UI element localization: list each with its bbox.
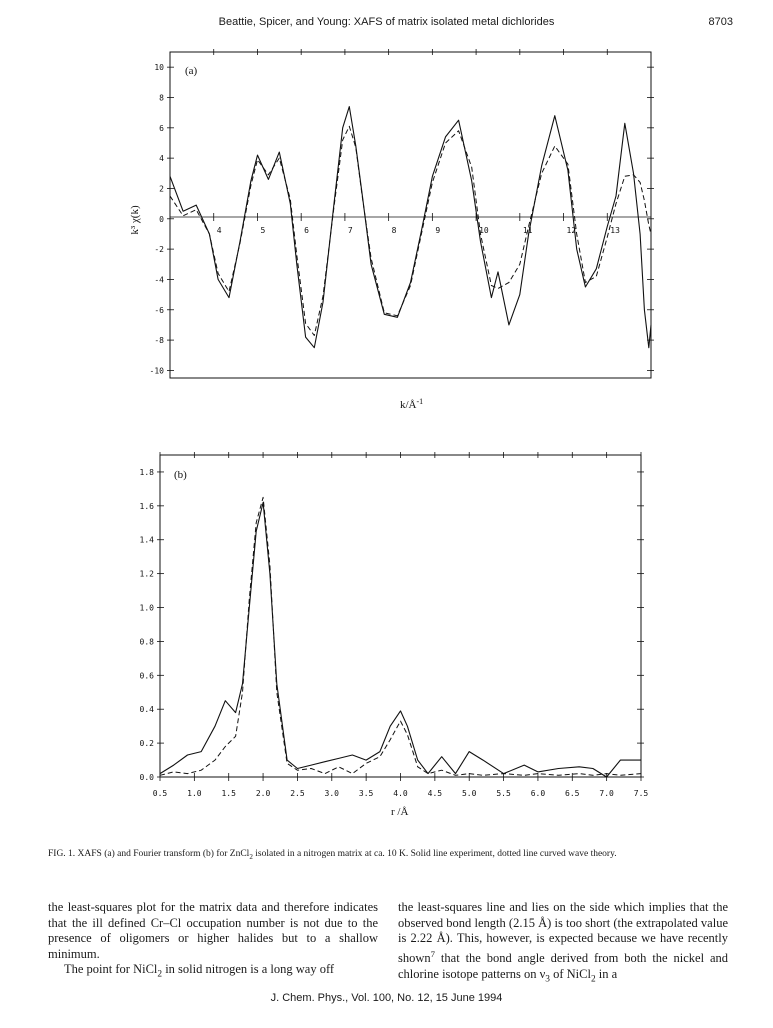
panel-a-xlabel [400, 397, 423, 411]
x-tick-label: 2.0 [255, 789, 271, 798]
chart-panel-a [129, 49, 654, 411]
x-tick-label: 1.0 [187, 789, 202, 798]
experiment-series-line [170, 107, 651, 348]
right-a: the least-squares line and lies on the side which implies that the observed bond length (2.15 Å) is too short (the extrapolated value is 2.22 Å). This, however, is expected because we have recently shown [398, 900, 728, 965]
right-b: that the bond angle derived from both the nickel and chlorine isotope patterns on ν [398, 950, 728, 981]
caption-sub: 2 [249, 852, 253, 861]
right-c: of NiCl [549, 966, 591, 981]
y-tick-label: 0 [159, 214, 164, 224]
panel-a-ylabel: k³ χ(k) [129, 205, 141, 235]
x-tick-label: 4.5 [427, 789, 443, 798]
caption-suffix: isolated in a nitrogen matrix at ca. 10 K. Solid line experiment, dotted line curved wave theory. [252, 849, 617, 859]
x-tick-label: 7.5 [633, 789, 649, 798]
panel-b-label: (b) [174, 469, 187, 481]
theory-series-line [160, 497, 641, 775]
panel-a-frame [170, 52, 651, 378]
y-tick-label: 1.8 [139, 467, 154, 477]
x-tick-label: 4.0 [393, 789, 408, 798]
right-sup: 7 [430, 948, 436, 959]
body-column-right [398, 900, 728, 988]
caption-prefix: FIG. 1. XAFS (a) and Fourier transform (b) for ZnCl [48, 849, 250, 859]
y-tick-label: 0.2 [139, 739, 154, 749]
left-paragraph-1: the least-squares plot for the matrix data and therefore indicates that the ill defined Cr–Cl occupation number is not due to the presence of oligomers or higher halides but to a shallow minimum. [48, 900, 378, 961]
y-tick-label: 4 [159, 154, 164, 164]
y-tick-label: 1.0 [139, 603, 154, 613]
panel-a-series [170, 107, 651, 348]
y-tick-label: 0.6 [139, 671, 154, 681]
y-tick-label: -2 [154, 245, 164, 255]
y-tick-label: 1.2 [139, 569, 154, 579]
x-tick-label: 3.5 [358, 789, 374, 798]
panel-b-ticks [140, 452, 649, 798]
running-title: Beattie, Spicer, and Young: XAFS of matrix isolated metal dichlorides [218, 16, 555, 28]
x-tick-label: 0.5 [152, 789, 168, 798]
x-tick-label: 5 [260, 226, 266, 235]
y-tick-label: 6 [159, 123, 164, 133]
y-tick-label: -10 [149, 366, 164, 376]
right-sub1: 3 [545, 974, 550, 985]
right-d: in a [595, 966, 618, 981]
x-tick-label: 9 [435, 226, 441, 235]
y-tick-label: 0.8 [139, 637, 154, 647]
x-tick-label: 12 [566, 226, 577, 235]
x-tick-label: 5.0 [461, 789, 477, 798]
x-tick-label: 4 [216, 226, 222, 235]
panel-a-xlabel-text: k/Å [400, 399, 417, 411]
page-number: 8703 [708, 16, 733, 28]
x-tick-label: 1.5 [221, 789, 236, 798]
left-p2-sub: 2 [157, 969, 163, 980]
y-tick-label: 1.6 [139, 501, 154, 511]
left-paragraph-2 [48, 962, 378, 983]
y-tick-label: 2 [159, 184, 164, 194]
y-tick-label: -8 [154, 336, 164, 346]
x-tick-label: 10 [479, 226, 489, 235]
y-tick-label: 0.4 [139, 705, 154, 715]
panel-b-frame [160, 455, 641, 777]
left-p2-a: The point for NiCl [64, 962, 158, 977]
right-sub2: 2 [590, 974, 596, 985]
y-tick-label: -4 [154, 275, 164, 285]
x-tick-label: 7 [347, 226, 353, 235]
x-tick-label: 2.5 [290, 789, 305, 798]
x-tick-label: 7.0 [599, 789, 614, 798]
panel-a-xlabel-sup: -1 [416, 397, 424, 406]
figure-caption [48, 849, 738, 861]
y-tick-label: -6 [154, 305, 164, 315]
experiment-series-line [160, 503, 641, 778]
x-tick-label: 11 [522, 226, 533, 235]
right-paragraph [398, 900, 728, 988]
panel-b-series [160, 497, 641, 777]
body-column-left [48, 900, 378, 983]
panel-b-xlabel: r /Å [391, 806, 409, 818]
y-tick-label: 0.0 [139, 773, 154, 782]
x-tick-label: 6 [304, 226, 310, 235]
y-tick-label: 1.4 [139, 535, 154, 545]
y-tick-label: 10 [154, 63, 164, 73]
x-tick-label: 3.0 [324, 789, 340, 798]
x-tick-label: 5.5 [496, 789, 511, 798]
journal-footer: J. Chem. Phys., Vol. 100, No. 12, 15 June 1994 [270, 992, 503, 1004]
left-p2-b: in solid nitrogen is a long way off [162, 962, 335, 977]
panel-a-label: (a) [185, 65, 198, 77]
chart-panel-b [140, 452, 649, 818]
panel-a-ticks [150, 49, 654, 375]
x-tick-label: 6.5 [565, 789, 580, 798]
x-tick-label: 8 [391, 226, 397, 235]
x-tick-label: 6.0 [530, 789, 546, 798]
x-tick-label: 13 [610, 226, 620, 235]
y-tick-label: 8 [159, 93, 164, 103]
